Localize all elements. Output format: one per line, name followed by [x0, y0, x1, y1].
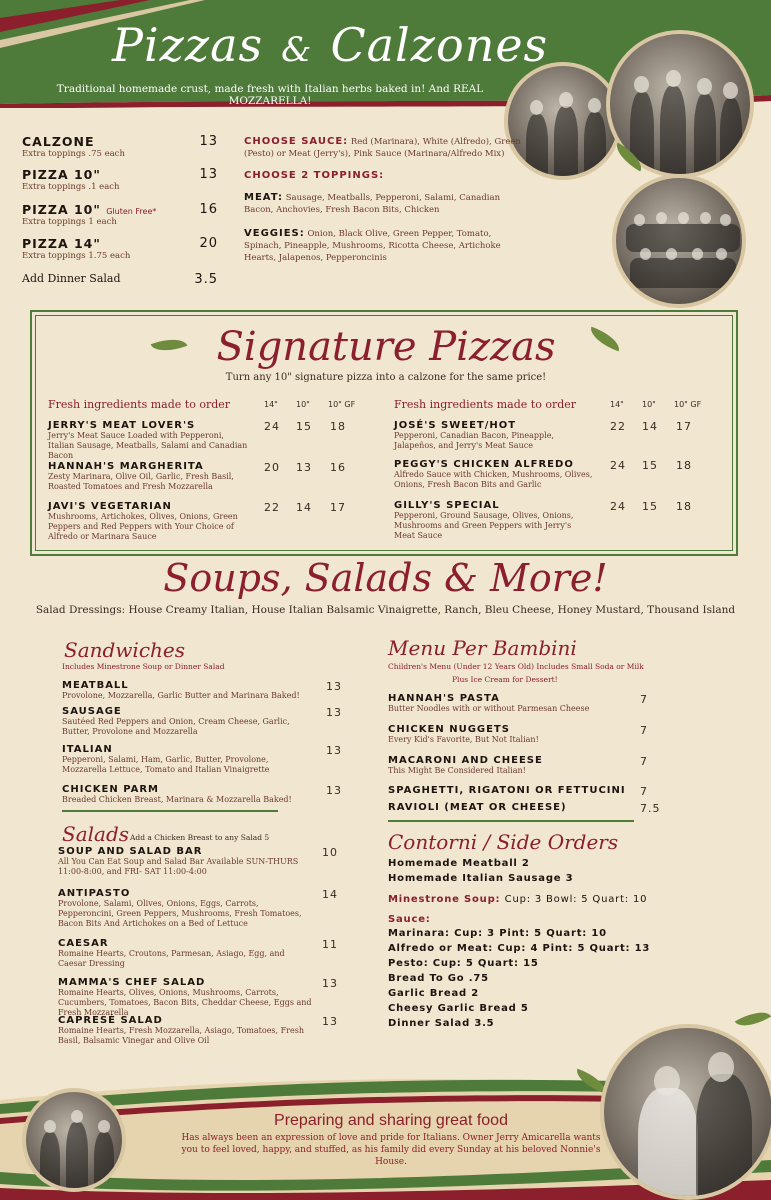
meatball-sandwich: [62, 680, 312, 701]
item-desc: Romaine Hearts, Croutons, Parmesan, Asiago, Egg, and Caesar Dressing: [58, 949, 285, 968]
sandwiches-title: Sandwiches: [64, 638, 186, 662]
price-10-gf: 17: [676, 420, 692, 433]
macaroni-and-cheese: [388, 755, 628, 776]
homemade-meatball: Homemade Meatball 2: [388, 858, 530, 869]
item-name: MACARONI AND CHEESE: [388, 755, 543, 766]
price-14: 24: [610, 500, 626, 513]
price-14: 22: [264, 501, 280, 514]
pizza-10-item: [22, 167, 218, 193]
choose-sauce: [244, 136, 530, 160]
item-name: CHICKEN PARM: [62, 784, 159, 795]
price-10: 15: [642, 500, 658, 513]
title-right: Calzones: [330, 18, 549, 72]
item-note: Extra toppings .75 each: [22, 149, 125, 159]
choose-toppings: [244, 170, 530, 182]
pizza-14-item: [22, 236, 218, 262]
toppings-label: CHOOSE 2 TOPPINGS:: [244, 170, 385, 181]
item-name: ITALIAN: [62, 744, 113, 755]
javis-vegetarian: [48, 501, 248, 542]
team-photo: [612, 174, 746, 308]
item-name: JOSÉ'S SWEET/HOT: [394, 420, 517, 431]
antipasto-salad: [58, 888, 312, 929]
item-name: MEATBALL: [62, 680, 129, 691]
sauce-label: CHOOSE SAUCE:: [244, 136, 349, 147]
chicken-nuggets: [388, 724, 628, 745]
mammas-chef-salad: [58, 977, 320, 1018]
item-name: JAVI'S VEGETARIAN: [48, 501, 172, 512]
item-desc: Pepperoni, Canadian Bacon, Pineapple, Jalapeños, and Jerry's Meat Sauce: [394, 431, 554, 450]
item-name: CALZONE: [22, 134, 95, 149]
item-name: PIZZA 10": [22, 167, 101, 182]
item-note: Extra toppings 1 each: [22, 217, 117, 227]
item-name: PIZZA 10" Gluten Free*: [22, 202, 157, 217]
item-desc: Jerry's Meat Sauce Loaded with Pepperoni, Italian Sausage, Meatballs, Salami and Canadian Bacon: [48, 431, 248, 460]
item-note: Extra toppings 1.75 each: [22, 251, 131, 261]
veggies-label: VEGGIES:: [244, 228, 305, 239]
item-price: 20: [199, 236, 218, 251]
italian-sandwich: [62, 744, 312, 775]
divider: [388, 820, 634, 822]
gillys-special: [394, 500, 594, 541]
caprese-salad: [58, 1015, 312, 1046]
footer-title: Preparing and sharing great food: [274, 1112, 508, 1129]
item-desc: Butter Noodles with or without Parmesan Cheese: [388, 704, 590, 713]
item-name: SAUSAGE: [62, 706, 122, 717]
item-price: 7: [640, 724, 648, 737]
item-price: 13: [326, 680, 342, 693]
item-desc: Provolone, Mozzarella, Garlic Butter and Marinara Baked!: [62, 691, 300, 700]
soups-salads-title: Soups, Salads & More!: [163, 556, 608, 600]
homemade-italian-sausage: Homemade Italian Sausage 3: [388, 873, 574, 884]
divider: [62, 810, 278, 812]
item-price: 13: [326, 784, 342, 797]
bambini-note-2: Plus Ice Cream for Dessert!: [452, 675, 558, 684]
item-desc: Mushrooms, Artichokes, Olives, Onions, Green Peppers and Red Peppers with Your Choice of Alfredo or Marinara Sauce: [48, 512, 238, 541]
item-price: 7: [640, 755, 648, 768]
soup-salad-bar: [58, 846, 308, 877]
sauce-text: Red (Marinara), White (Alfredo), Green (Pesto) or Meat (Jerry's), Pink Sauce (Marinara/Alfredo Mix): [244, 137, 521, 159]
item-note: Extra toppings .1 each: [22, 182, 120, 192]
item-price: 13: [326, 744, 342, 757]
price-10-gf: 17: [330, 501, 346, 514]
item-desc: Pepperoni, Salami, Ham, Garlic, Butter, Provolone, Mozzarella Lettuce, Tomato and Italian Vinaigrette: [62, 755, 270, 774]
item-desc: All You Can Eat Soup and Salad Bar Available SUN-THURS 11:00-8:00, and FRI- SAT 11:00-4:00: [58, 857, 299, 876]
item-name: GILLY'S SPECIAL: [394, 500, 500, 511]
price-10: 14: [642, 420, 658, 433]
dinner-salad: Dinner Salad 3.5: [388, 1018, 495, 1029]
price-10: 15: [642, 459, 658, 472]
sausage-sandwich: [62, 706, 312, 737]
item-name: PIZZA 14": [22, 236, 101, 251]
item-name: HANNAH'S PASTA: [388, 693, 500, 704]
bambini-note-1: Children's Menu (Under 12 Years Old) Includes Small Soda or Milk: [388, 662, 644, 671]
footer-body: Has always been an expression of love and pride for Italians. Owner Jerry Amicarella wants you to feel loved, happy, and stuffed, as his family did every Sunday at his beloved Nonnie's House.: [181, 1133, 601, 1167]
cheesy-garlic-bread: Cheesy Garlic Bread 5: [388, 1003, 529, 1014]
price-14: 20: [264, 461, 280, 474]
item-name: CAESAR: [58, 938, 109, 949]
ravioli: [388, 802, 628, 813]
item-desc: Romaine Hearts, Fresh Mozzarella, Asiago, Tomatoes, Fresh Basil, Balsamic Vinegar and Olive Oil: [58, 1026, 304, 1045]
minestrone-soup: Minestrone Soup: Cup: 3 Bowl: 5 Quart: 10: [388, 894, 648, 905]
signature-subtitle: Turn any 10" signature pizza into a calzone for the same price!: [225, 372, 547, 383]
item-price: 7: [640, 785, 648, 798]
children-photo: [22, 1088, 126, 1192]
sauce-label: Sauce:: [388, 914, 431, 925]
calzone-item: [22, 134, 218, 160]
pizza-10-gf-item: [22, 202, 218, 228]
signature-pizzas-box: [30, 310, 738, 556]
item-desc: Romaine Hearts, Olives, Onions, Mushrooms, Carrots, Cucumbers, Tomatoes, Bacon Bits, Cheddar Cheese, Eggs and Fresh Mozzarella: [58, 988, 312, 1017]
meat-text: Sausage, Meatballs, Pepperoni, Salami, Canadian Bacon, Anchovies, Fresh Bacon Bits, Chicken: [244, 193, 501, 215]
item-desc: Breaded Chicken Breast, Marinara & Mozzarella Baked!: [62, 795, 292, 804]
item-desc: Provolone, Salami, Olives, Onions, Eggs, Carrots, Pepperoncini, Green Peppers, Mushrooms, Fresh Tomatoes, Bacon Bits And Artichokes on a Bed of Lettuce: [58, 899, 302, 928]
price-10: 13: [296, 461, 312, 474]
size-10-gf: 10" GF: [674, 400, 702, 409]
alfredo-meat-sauce: Alfredo or Meat: Cup: 4 Pint: 5 Quart: 13: [388, 943, 651, 954]
meat-toppings: [244, 192, 530, 216]
peggys-chicken-alfredo: [394, 459, 594, 490]
price-10-gf: 18: [676, 459, 692, 472]
salads-title: Salads: [62, 822, 130, 846]
item-desc: Sautéed Red Peppers and Onion, Cream Cheese, Garlic, Butter, Provolone and Mozzarella: [62, 717, 290, 736]
item-price: 11: [322, 938, 338, 951]
item-price: 13: [322, 1015, 338, 1028]
price-10-gf: 18: [676, 500, 692, 513]
item-price: 7.5: [640, 802, 661, 815]
item-desc: Alfredo Sauce with Chicken, Mushrooms, Olives, Onions, Fresh Bacon Bits and Garlic: [394, 470, 593, 489]
garlic-bread: Garlic Bread 2: [388, 988, 480, 999]
item-price: 13: [199, 134, 218, 149]
item-price: 16: [199, 202, 218, 217]
leaf-icon: [735, 1004, 771, 1033]
bread-to-go: Bread To Go .75: [388, 973, 489, 984]
item-name: HANNAH'S MARGHERITA: [48, 461, 204, 472]
pesto-sauce: Pesto: Cup: 5 Quart: 15: [388, 958, 539, 969]
item-price: 10: [322, 846, 338, 859]
dinner-salad-label: Add Dinner Salad: [22, 272, 121, 285]
price-14: 22: [610, 420, 626, 433]
salad-dressings: Salad Dressings: House Creamy Italian, House Italian Balsamic Vinaigrette, Ranch, Bleu Cheese, Honey Mustard, Thousand Island: [35, 604, 736, 616]
meat-label: MEAT:: [244, 192, 284, 203]
title-amp: &: [281, 30, 313, 70]
item-name: CHICKEN NUGGETS: [388, 724, 510, 735]
price-14: 24: [610, 459, 626, 472]
item-name: ANTIPASTO: [58, 888, 131, 899]
item-desc: This Might Be Considered Italian!: [388, 766, 526, 775]
hannahs-margherita: [48, 461, 248, 492]
title-left: Pizzas: [112, 18, 264, 72]
item-price: 13: [322, 977, 338, 990]
item-desc: Every Kid's Favorite, But Not Italian!: [388, 735, 539, 744]
caesar-salad: [58, 938, 308, 969]
dinner-salad-item: [22, 272, 218, 285]
spaghetti-rigatoni-fettucini: [388, 785, 638, 796]
item-name: CAPRESÉ SALAD: [58, 1015, 163, 1026]
joses-sweet-hot: [394, 420, 594, 451]
sandwiches-note: Includes Minestrone Soup or Dinner Salad: [62, 662, 225, 671]
left-column-header: Fresh ingredients made to order: [48, 398, 231, 411]
salads-note: Add a Chicken Breast to any Salad 5: [130, 833, 270, 842]
item-desc: Pepperoni, Ground Sausage, Olives, Onions, Mushrooms and Green Peppers with Jerry's Meat Sauce: [394, 511, 574, 540]
price-10: 15: [296, 420, 312, 433]
size-10-gf: 10" GF: [328, 400, 356, 409]
family-photo-1: [504, 62, 622, 180]
item-name: PEGGY'S CHICKEN ALFREDO: [394, 459, 574, 470]
chicken-parm-sandwich: [62, 784, 312, 805]
signature-title: Signature Pizzas: [216, 324, 556, 370]
item-price: 14: [322, 888, 338, 901]
item-name: MAMMA'S CHEF SALAD: [58, 977, 206, 988]
size-14: 14": [264, 400, 278, 409]
gluten-free-label: Gluten Free*: [106, 207, 157, 216]
size-14: 14": [610, 400, 624, 409]
price-14: 24: [264, 420, 280, 433]
item-price: 7: [640, 693, 648, 706]
header-subtitle: Traditional homemade crust, made fresh with Italian herbs baked in! And REAL MOZZARELLA!: [56, 83, 484, 107]
jerrys-meat-lovers: [48, 420, 248, 461]
wedding-photo: [600, 1024, 771, 1200]
size-10: 10": [296, 400, 310, 409]
item-name: SPAGHETTI, RIGATONI OR FETTUCINI: [388, 785, 626, 796]
price-10-gf: 18: [330, 420, 346, 433]
item-price: 13: [326, 706, 342, 719]
size-10: 10": [642, 400, 656, 409]
item-name: SOUP AND SALAD BAR: [58, 846, 203, 857]
price-10-gf: 16: [330, 461, 346, 474]
veggie-toppings: [244, 228, 530, 264]
right-column-header: Fresh ingredients made to order: [394, 398, 577, 411]
hannahs-pasta: [388, 693, 628, 714]
item-desc: Zesty Marinara, Olive Oil, Garlic, Fresh Basil, Roasted Tomatoes and Fresh Mozzarella: [48, 472, 234, 491]
contorni-title: Contorni / Side Orders: [388, 830, 619, 854]
marinara-sauce: Marinara: Cup: 3 Pint: 5 Quart: 10: [388, 928, 607, 939]
item-price: 13: [199, 167, 218, 182]
bambini-title: Menu Per Bambini: [388, 636, 577, 660]
pizzas-calzones-title: [112, 18, 548, 72]
dinner-salad-price: 3.5: [194, 272, 218, 287]
veggies-text: Onion, Black Olive, Green Pepper, Tomato, Spinach, Pineapple, Mushrooms, Ricotta Cheese, Artichoke Hearts, Jalapenos, Pepperoncinis: [244, 229, 501, 263]
item-name: JERRY'S MEAT LOVER'S: [48, 420, 196, 431]
item-name: RAVIOLI (MEAT OR CHEESE): [388, 802, 567, 813]
price-10: 14: [296, 501, 312, 514]
